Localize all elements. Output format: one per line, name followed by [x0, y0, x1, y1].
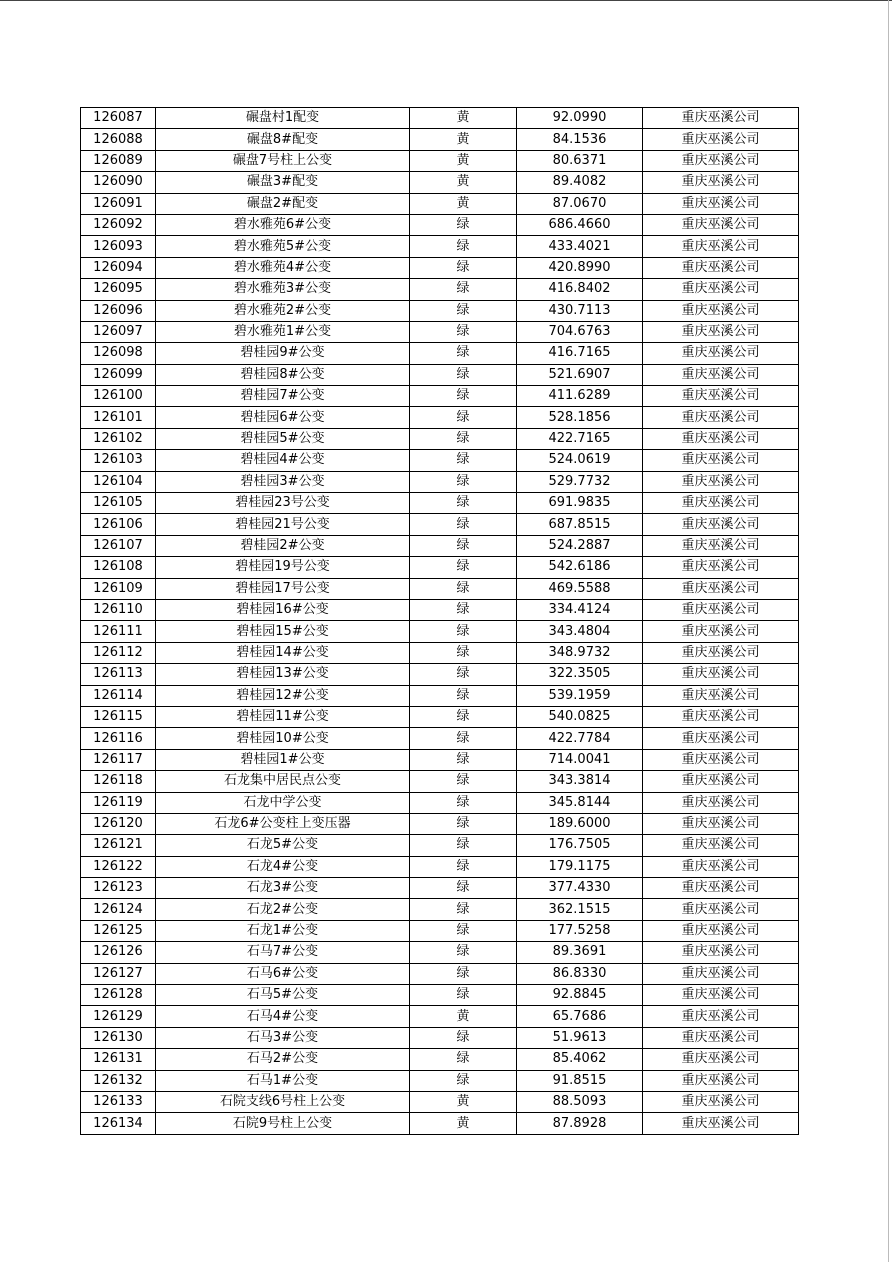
row-id-cell: 126097 [81, 321, 156, 342]
company-cell: 重庆巫溪公司 [643, 300, 799, 321]
transformer-name-cell: 石龙4#公变 [156, 856, 410, 877]
table-row [81, 706, 799, 727]
row-id-cell: 126098 [81, 343, 156, 364]
transformer-name-cell: 石马1#公变 [156, 1070, 410, 1091]
measurement-value-cell: 420.8990 [517, 257, 643, 278]
transformer-name-cell: 石院9号柱上公变 [156, 1113, 410, 1134]
status-level-cell: 绿 [410, 493, 517, 514]
status-level-cell: 黄 [410, 1091, 517, 1112]
row-id-cell: 126125 [81, 920, 156, 941]
transformer-name-cell: 碧桂园7#公变 [156, 386, 410, 407]
measurement-value-cell: 322.3505 [517, 664, 643, 685]
row-id-cell: 126110 [81, 599, 156, 620]
status-level-cell: 绿 [410, 642, 517, 663]
table-row [81, 835, 799, 856]
status-level-cell: 绿 [410, 599, 517, 620]
measurement-value-cell: 189.6000 [517, 813, 643, 834]
status-level-cell: 绿 [410, 621, 517, 642]
row-id-cell: 126091 [81, 193, 156, 214]
company-cell: 重庆巫溪公司 [643, 364, 799, 385]
status-level-cell: 绿 [410, 664, 517, 685]
status-level-cell: 绿 [410, 535, 517, 556]
table-row [81, 428, 799, 449]
row-id-cell: 126127 [81, 963, 156, 984]
table-row [81, 942, 799, 963]
row-id-cell: 126107 [81, 535, 156, 556]
measurement-value-cell: 176.7505 [517, 835, 643, 856]
table-row [81, 920, 799, 941]
row-id-cell: 126132 [81, 1070, 156, 1091]
table-row [81, 279, 799, 300]
company-cell: 重庆巫溪公司 [643, 621, 799, 642]
row-id-cell: 126114 [81, 685, 156, 706]
company-cell: 重庆巫溪公司 [643, 450, 799, 471]
transformer-name-cell: 碧桂园16#公变 [156, 599, 410, 620]
table-row [81, 878, 799, 899]
status-level-cell: 黄 [410, 129, 517, 150]
company-cell: 重庆巫溪公司 [643, 257, 799, 278]
measurement-value-cell: 177.5258 [517, 920, 643, 941]
status-level-cell: 绿 [410, 1049, 517, 1070]
table-row [81, 450, 799, 471]
company-cell: 重庆巫溪公司 [643, 321, 799, 342]
row-id-cell: 126128 [81, 985, 156, 1006]
measurement-value-cell: 542.6186 [517, 557, 643, 578]
transformer-name-cell: 石龙5#公变 [156, 835, 410, 856]
measurement-value-cell: 422.7784 [517, 728, 643, 749]
table-row [81, 343, 799, 364]
company-cell: 重庆巫溪公司 [643, 214, 799, 235]
measurement-value-cell: 521.6907 [517, 364, 643, 385]
measurement-value-cell: 416.8402 [517, 279, 643, 300]
measurement-value-cell: 179.1175 [517, 856, 643, 877]
row-id-cell: 126096 [81, 300, 156, 321]
measurement-value-cell: 334.4124 [517, 599, 643, 620]
measurement-value-cell: 524.0619 [517, 450, 643, 471]
measurement-value-cell: 377.4330 [517, 878, 643, 899]
row-id-cell: 126115 [81, 706, 156, 727]
status-level-cell: 黄 [410, 172, 517, 193]
table-row [81, 193, 799, 214]
company-cell: 重庆巫溪公司 [643, 878, 799, 899]
transformer-name-cell: 碧桂园12#公变 [156, 685, 410, 706]
measurement-value-cell: 92.0990 [517, 108, 643, 129]
status-level-cell: 绿 [410, 771, 517, 792]
company-cell: 重庆巫溪公司 [643, 792, 799, 813]
measurement-value-cell: 84.1536 [517, 129, 643, 150]
transformer-name-cell: 碧桂园9#公变 [156, 343, 410, 364]
company-cell: 重庆巫溪公司 [643, 172, 799, 193]
table-row [81, 300, 799, 321]
transformer-name-cell: 石龙6#公变柱上变压器 [156, 813, 410, 834]
measurement-value-cell: 343.3814 [517, 771, 643, 792]
table-row [81, 150, 799, 171]
table-row [81, 257, 799, 278]
table-row [81, 129, 799, 150]
row-id-cell: 126095 [81, 279, 156, 300]
company-cell: 重庆巫溪公司 [643, 407, 799, 428]
company-cell: 重庆巫溪公司 [643, 493, 799, 514]
status-level-cell: 绿 [410, 279, 517, 300]
status-level-cell: 黄 [410, 108, 517, 129]
page-top-border [0, 0, 892, 1]
company-cell: 重庆巫溪公司 [643, 985, 799, 1006]
status-level-cell: 绿 [410, 364, 517, 385]
row-id-cell: 126090 [81, 172, 156, 193]
transformer-name-cell: 碧桂园17号公变 [156, 578, 410, 599]
company-cell: 重庆巫溪公司 [643, 856, 799, 877]
transformer-name-cell: 碧桂园14#公变 [156, 642, 410, 663]
company-cell: 重庆巫溪公司 [643, 129, 799, 150]
row-id-cell: 126102 [81, 428, 156, 449]
table-row [81, 535, 799, 556]
transformer-name-cell: 石马5#公变 [156, 985, 410, 1006]
company-cell: 重庆巫溪公司 [643, 428, 799, 449]
status-level-cell: 绿 [410, 792, 517, 813]
company-cell: 重庆巫溪公司 [643, 642, 799, 663]
table-row [81, 1113, 799, 1134]
row-id-cell: 126129 [81, 1006, 156, 1027]
measurement-value-cell: 687.8515 [517, 514, 643, 535]
transformer-name-cell: 石马7#公变 [156, 942, 410, 963]
company-cell: 重庆巫溪公司 [643, 557, 799, 578]
transformer-name-cell: 碧桂园1#公变 [156, 749, 410, 770]
status-level-cell: 绿 [410, 321, 517, 342]
measurement-value-cell: 528.1856 [517, 407, 643, 428]
table-row [81, 407, 799, 428]
measurement-value-cell: 343.4804 [517, 621, 643, 642]
row-id-cell: 126119 [81, 792, 156, 813]
table-row [81, 386, 799, 407]
company-cell: 重庆巫溪公司 [643, 899, 799, 920]
transformer-name-cell: 石龙2#公变 [156, 899, 410, 920]
transformer-name-cell: 碾盘村1配变 [156, 108, 410, 129]
transformer-name-cell: 碧水雅苑2#公变 [156, 300, 410, 321]
table-row [81, 108, 799, 129]
company-cell: 重庆巫溪公司 [643, 728, 799, 749]
measurement-value-cell: 540.0825 [517, 706, 643, 727]
transformer-name-cell: 碧水雅苑5#公变 [156, 236, 410, 257]
row-id-cell: 126126 [81, 942, 156, 963]
row-id-cell: 126120 [81, 813, 156, 834]
company-cell: 重庆巫溪公司 [643, 193, 799, 214]
transformer-name-cell: 石龙中学公变 [156, 792, 410, 813]
transformer-name-cell: 碧桂园5#公变 [156, 428, 410, 449]
status-level-cell: 绿 [410, 685, 517, 706]
table-row [81, 621, 799, 642]
row-id-cell: 126089 [81, 150, 156, 171]
status-level-cell: 绿 [410, 514, 517, 535]
status-level-cell: 绿 [410, 920, 517, 941]
status-level-cell: 绿 [410, 300, 517, 321]
measurement-value-cell: 345.8144 [517, 792, 643, 813]
transformer-name-cell: 碧桂园8#公变 [156, 364, 410, 385]
measurement-value-cell: 529.7732 [517, 471, 643, 492]
transformer-name-cell: 石马4#公变 [156, 1006, 410, 1027]
measurement-value-cell: 691.9835 [517, 493, 643, 514]
table-row [81, 792, 799, 813]
measurement-value-cell: 87.8928 [517, 1113, 643, 1134]
company-cell: 重庆巫溪公司 [643, 343, 799, 364]
transformer-name-cell: 碧水雅苑3#公变 [156, 279, 410, 300]
status-level-cell: 绿 [410, 557, 517, 578]
status-level-cell: 绿 [410, 386, 517, 407]
table-row [81, 364, 799, 385]
table-row [81, 557, 799, 578]
transformer-name-cell: 碧桂园3#公变 [156, 471, 410, 492]
measurement-value-cell: 86.8330 [517, 963, 643, 984]
transformer-name-cell: 碾盘2#配变 [156, 193, 410, 214]
table-row [81, 493, 799, 514]
measurement-value-cell: 65.7686 [517, 1006, 643, 1027]
measurement-value-cell: 87.0670 [517, 193, 643, 214]
table-row [81, 642, 799, 663]
measurement-value-cell: 85.4062 [517, 1049, 643, 1070]
transformer-table [80, 107, 799, 1135]
measurement-value-cell: 92.8845 [517, 985, 643, 1006]
table-row [81, 1070, 799, 1091]
company-cell: 重庆巫溪公司 [643, 108, 799, 129]
company-cell: 重庆巫溪公司 [643, 706, 799, 727]
transformer-name-cell: 碧桂园10#公变 [156, 728, 410, 749]
transformer-name-cell: 碧桂园23号公变 [156, 493, 410, 514]
table-row [81, 514, 799, 535]
row-id-cell: 126092 [81, 214, 156, 235]
measurement-value-cell: 89.4082 [517, 172, 643, 193]
transformer-name-cell: 石龙1#公变 [156, 920, 410, 941]
measurement-value-cell: 88.5093 [517, 1091, 643, 1112]
company-cell: 重庆巫溪公司 [643, 942, 799, 963]
status-level-cell: 绿 [410, 985, 517, 1006]
measurement-value-cell: 430.7113 [517, 300, 643, 321]
company-cell: 重庆巫溪公司 [643, 1113, 799, 1134]
status-level-cell: 绿 [410, 835, 517, 856]
status-level-cell: 绿 [410, 856, 517, 877]
table-row [81, 963, 799, 984]
status-level-cell: 绿 [410, 343, 517, 364]
status-level-cell: 绿 [410, 878, 517, 899]
table-row [81, 214, 799, 235]
table-row [81, 236, 799, 257]
status-level-cell: 绿 [410, 407, 517, 428]
status-level-cell: 绿 [410, 257, 517, 278]
transformer-name-cell: 石院支线6号柱上公变 [156, 1091, 410, 1112]
row-id-cell: 126134 [81, 1113, 156, 1134]
company-cell: 重庆巫溪公司 [643, 749, 799, 770]
company-cell: 重庆巫溪公司 [643, 1070, 799, 1091]
company-cell: 重庆巫溪公司 [643, 279, 799, 300]
status-level-cell: 绿 [410, 428, 517, 449]
status-level-cell: 绿 [410, 706, 517, 727]
status-level-cell: 绿 [410, 578, 517, 599]
row-id-cell: 126105 [81, 493, 156, 514]
table-body [81, 108, 799, 1135]
measurement-value-cell: 91.8515 [517, 1070, 643, 1091]
transformer-name-cell: 石马6#公变 [156, 963, 410, 984]
transformer-name-cell: 碧桂园19号公变 [156, 557, 410, 578]
status-level-cell: 黄 [410, 193, 517, 214]
row-id-cell: 126108 [81, 557, 156, 578]
transformer-name-cell: 碾盘8#配变 [156, 129, 410, 150]
row-id-cell: 126088 [81, 129, 156, 150]
row-id-cell: 126111 [81, 621, 156, 642]
row-id-cell: 126130 [81, 1027, 156, 1048]
status-level-cell: 绿 [410, 1027, 517, 1048]
row-id-cell: 126133 [81, 1091, 156, 1112]
table-row [81, 749, 799, 770]
transformer-name-cell: 碧水雅苑4#公变 [156, 257, 410, 278]
status-level-cell: 绿 [410, 728, 517, 749]
transformer-name-cell: 碧桂园4#公变 [156, 450, 410, 471]
company-cell: 重庆巫溪公司 [643, 685, 799, 706]
measurement-value-cell: 469.5588 [517, 578, 643, 599]
status-level-cell: 绿 [410, 813, 517, 834]
table-row [81, 856, 799, 877]
status-level-cell: 绿 [410, 214, 517, 235]
company-cell: 重庆巫溪公司 [643, 1049, 799, 1070]
status-level-cell: 黄 [410, 1006, 517, 1027]
company-cell: 重庆巫溪公司 [643, 514, 799, 535]
measurement-value-cell: 704.6763 [517, 321, 643, 342]
table-row [81, 599, 799, 620]
transformer-name-cell: 碧水雅苑1#公变 [156, 321, 410, 342]
status-level-cell: 绿 [410, 899, 517, 920]
table-row [81, 1027, 799, 1048]
row-id-cell: 126104 [81, 471, 156, 492]
transformer-name-cell: 石马2#公变 [156, 1049, 410, 1070]
company-cell: 重庆巫溪公司 [643, 578, 799, 599]
transformer-name-cell: 碾盘7号柱上公变 [156, 150, 410, 171]
row-id-cell: 126101 [81, 407, 156, 428]
company-cell: 重庆巫溪公司 [643, 920, 799, 941]
table-row [81, 985, 799, 1006]
table-row [81, 578, 799, 599]
company-cell: 重庆巫溪公司 [643, 813, 799, 834]
transformer-name-cell: 碧桂园13#公变 [156, 664, 410, 685]
measurement-value-cell: 433.4021 [517, 236, 643, 257]
measurement-value-cell: 686.4660 [517, 214, 643, 235]
row-id-cell: 126123 [81, 878, 156, 899]
status-level-cell: 绿 [410, 471, 517, 492]
row-id-cell: 126121 [81, 835, 156, 856]
measurement-value-cell: 89.3691 [517, 942, 643, 963]
transformer-name-cell: 石龙3#公变 [156, 878, 410, 899]
company-cell: 重庆巫溪公司 [643, 1006, 799, 1027]
row-id-cell: 126099 [81, 364, 156, 385]
row-id-cell: 126113 [81, 664, 156, 685]
row-id-cell: 126112 [81, 642, 156, 663]
transformer-name-cell: 碧水雅苑6#公变 [156, 214, 410, 235]
measurement-value-cell: 422.7165 [517, 428, 643, 449]
transformer-name-cell: 石龙集中居民点公变 [156, 771, 410, 792]
company-cell: 重庆巫溪公司 [643, 771, 799, 792]
transformer-name-cell: 碧桂园6#公变 [156, 407, 410, 428]
company-cell: 重庆巫溪公司 [643, 835, 799, 856]
measurement-value-cell: 411.6289 [517, 386, 643, 407]
row-id-cell: 126122 [81, 856, 156, 877]
company-cell: 重庆巫溪公司 [643, 535, 799, 556]
company-cell: 重庆巫溪公司 [643, 963, 799, 984]
company-cell: 重庆巫溪公司 [643, 236, 799, 257]
row-id-cell: 126117 [81, 749, 156, 770]
table-row [81, 728, 799, 749]
table-row [81, 1049, 799, 1070]
row-id-cell: 126100 [81, 386, 156, 407]
company-cell: 重庆巫溪公司 [643, 1091, 799, 1112]
transformer-name-cell: 石马3#公变 [156, 1027, 410, 1048]
row-id-cell: 126103 [81, 450, 156, 471]
row-id-cell: 126118 [81, 771, 156, 792]
table-row [81, 1091, 799, 1112]
status-level-cell: 绿 [410, 963, 517, 984]
measurement-value-cell: 51.9613 [517, 1027, 643, 1048]
status-level-cell: 绿 [410, 1070, 517, 1091]
row-id-cell: 126116 [81, 728, 156, 749]
company-cell: 重庆巫溪公司 [643, 664, 799, 685]
row-id-cell: 126124 [81, 899, 156, 920]
measurement-value-cell: 539.1959 [517, 685, 643, 706]
measurement-value-cell: 714.0041 [517, 749, 643, 770]
measurement-value-cell: 80.6371 [517, 150, 643, 171]
table-row [81, 321, 799, 342]
company-cell: 重庆巫溪公司 [643, 599, 799, 620]
status-level-cell: 绿 [410, 450, 517, 471]
row-id-cell: 126093 [81, 236, 156, 257]
status-level-cell: 黄 [410, 150, 517, 171]
status-level-cell: 绿 [410, 749, 517, 770]
company-cell: 重庆巫溪公司 [643, 150, 799, 171]
status-level-cell: 绿 [410, 942, 517, 963]
table-row [81, 664, 799, 685]
table-row [81, 172, 799, 193]
row-id-cell: 126094 [81, 257, 156, 278]
transformer-name-cell: 碧桂园11#公变 [156, 706, 410, 727]
company-cell: 重庆巫溪公司 [643, 386, 799, 407]
table-row [81, 771, 799, 792]
status-level-cell: 黄 [410, 1113, 517, 1134]
table-row [81, 813, 799, 834]
transformer-name-cell: 碧桂园2#公变 [156, 535, 410, 556]
measurement-value-cell: 362.1515 [517, 899, 643, 920]
row-id-cell: 126131 [81, 1049, 156, 1070]
measurement-value-cell: 416.7165 [517, 343, 643, 364]
row-id-cell: 126109 [81, 578, 156, 599]
table-row [81, 685, 799, 706]
table-row [81, 899, 799, 920]
status-level-cell: 绿 [410, 236, 517, 257]
company-cell: 重庆巫溪公司 [643, 1027, 799, 1048]
measurement-value-cell: 524.2887 [517, 535, 643, 556]
page-right-border [888, 0, 889, 1262]
transformer-name-cell: 碧桂园21号公变 [156, 514, 410, 535]
transformer-name-cell: 碧桂园15#公变 [156, 621, 410, 642]
table-row [81, 471, 799, 492]
measurement-value-cell: 348.9732 [517, 642, 643, 663]
row-id-cell: 126087 [81, 108, 156, 129]
transformer-name-cell: 碾盘3#配变 [156, 172, 410, 193]
row-id-cell: 126106 [81, 514, 156, 535]
company-cell: 重庆巫溪公司 [643, 471, 799, 492]
table-row [81, 1006, 799, 1027]
